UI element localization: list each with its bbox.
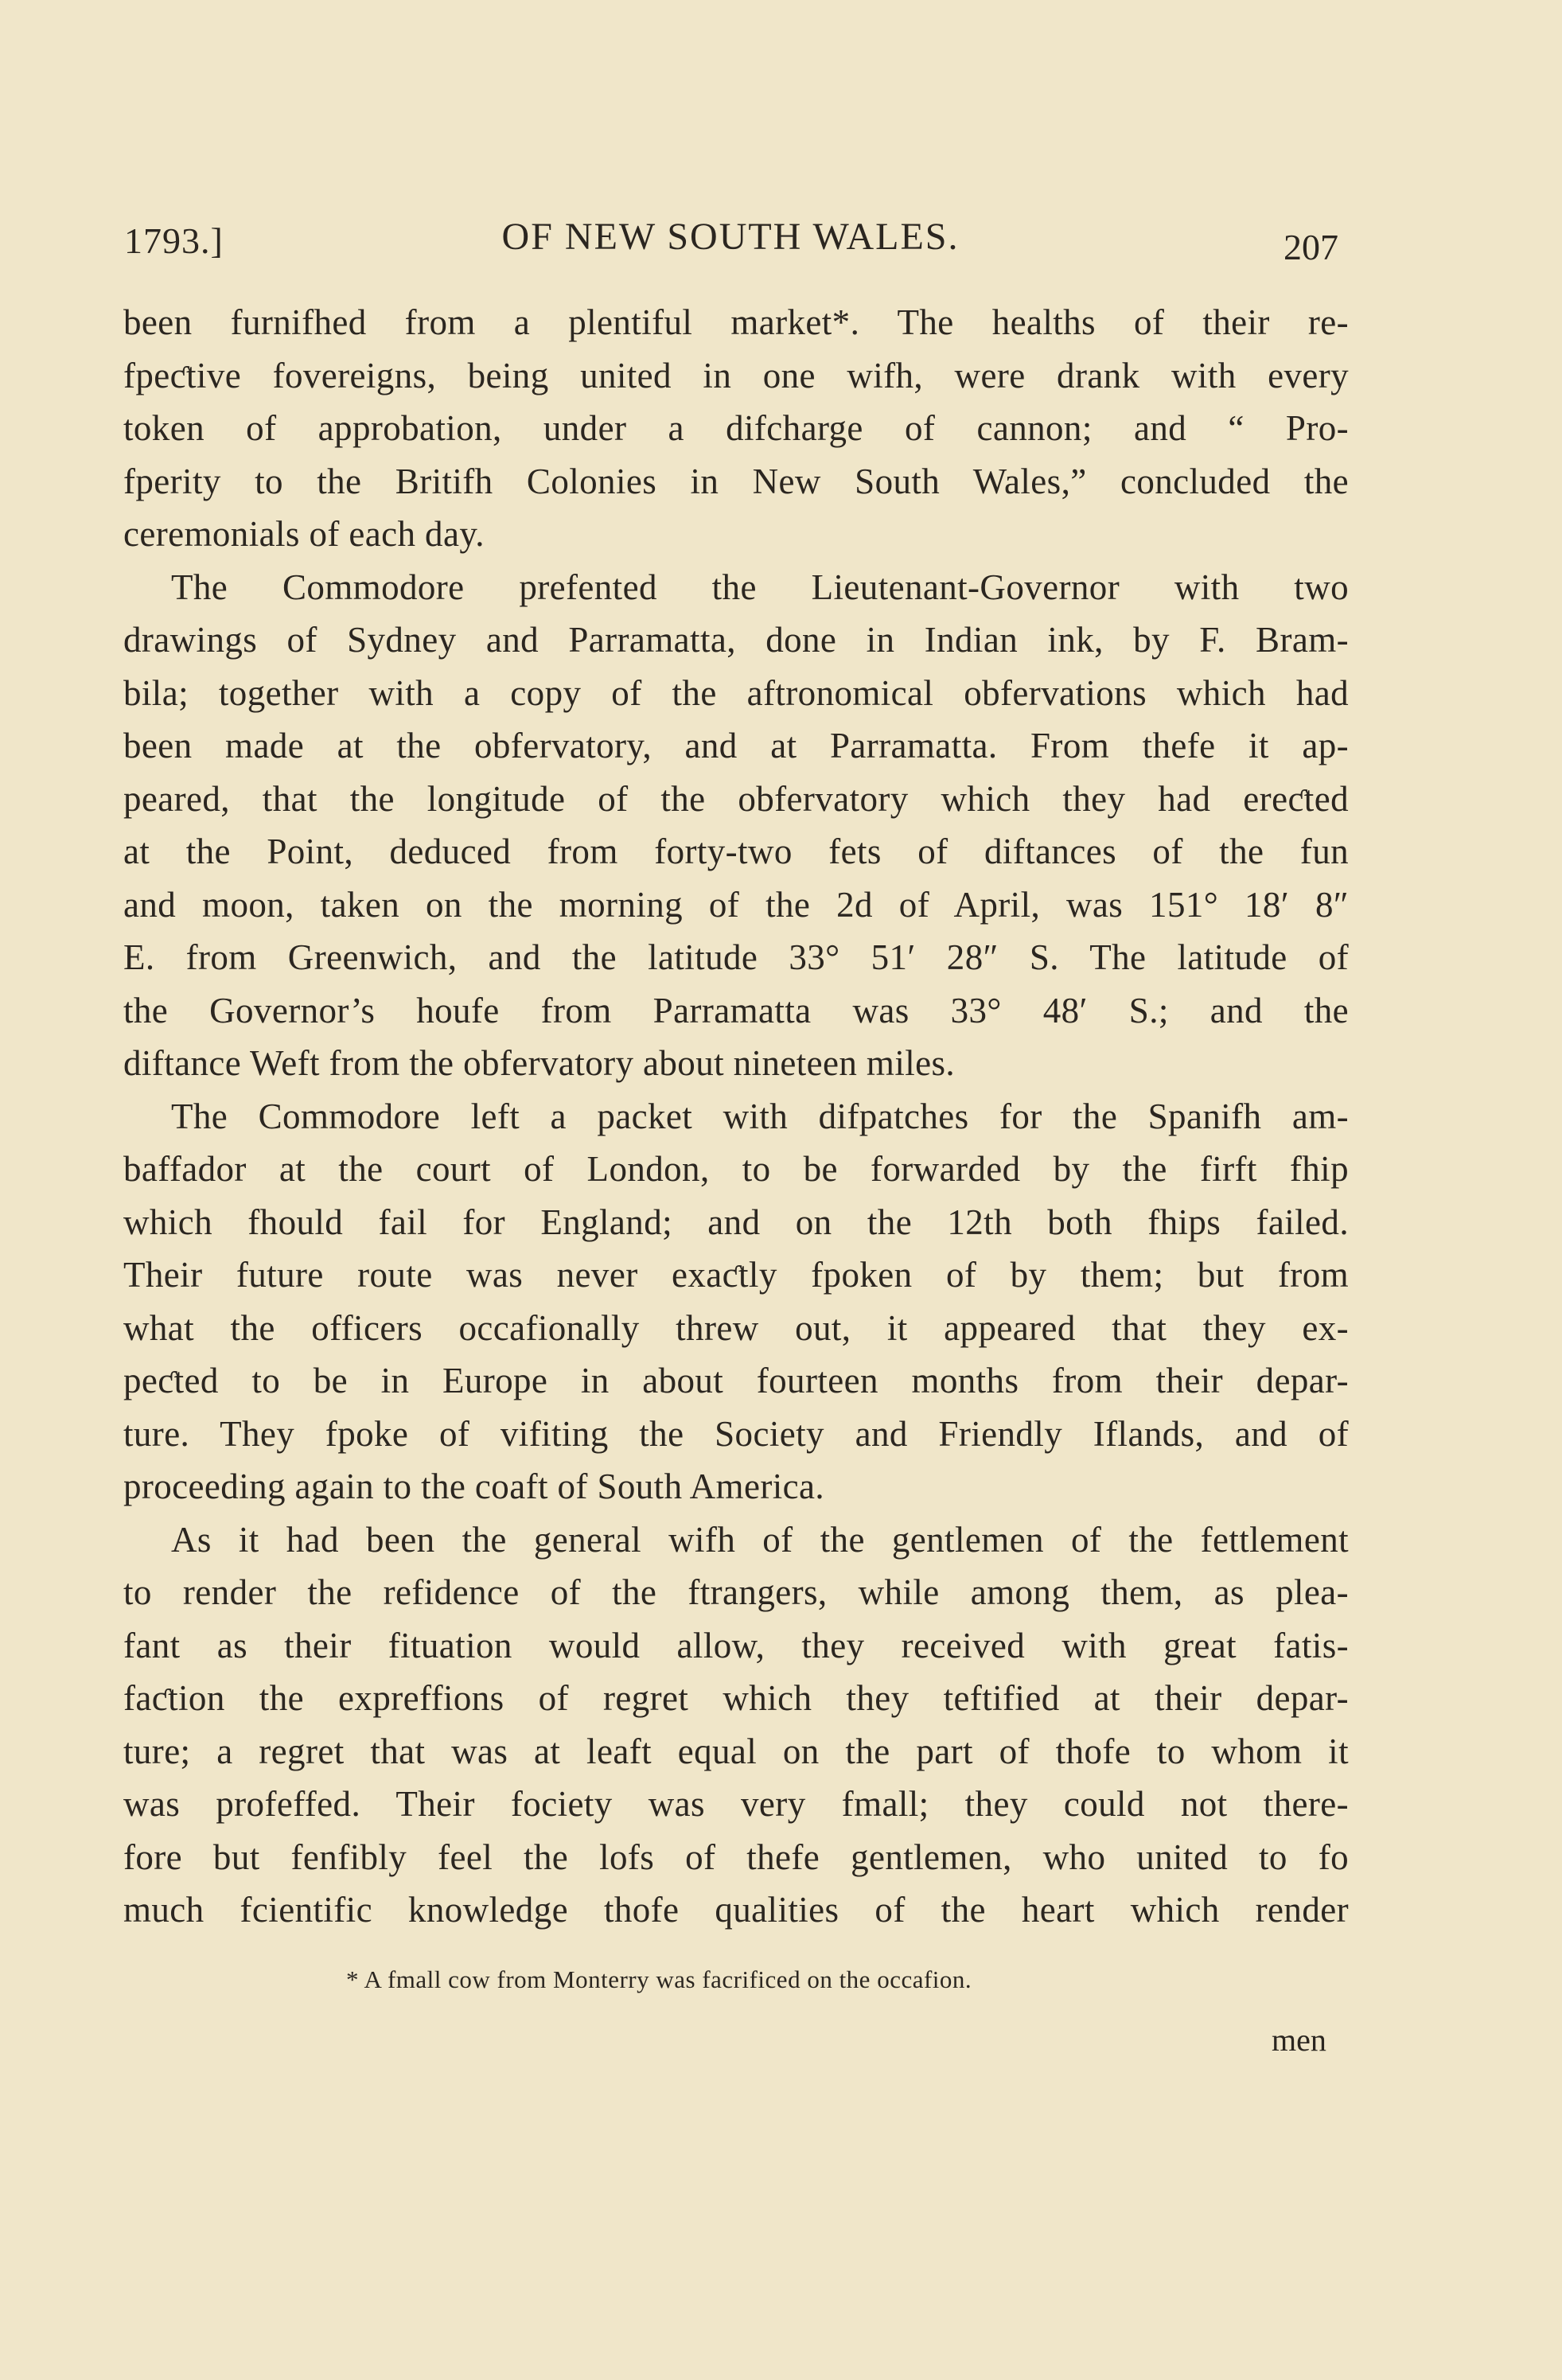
text-line: Their future route was never exaƈtly fpoken of by them; but from (123, 1255, 1349, 1295)
text-line: much fcientific knowledge thofe qualities of the heart which render (123, 1890, 1349, 1930)
running-title: OF NEW SOUTH WALES. (501, 216, 960, 258)
text-line: and moon, taken on the morning of the 2d of April, was 151° 18′ 8″ (123, 884, 1349, 925)
text-line: fore but fenfibly feel the lofs of thefe gentlemen, who united to fo (123, 1837, 1349, 1877)
text-line: the Governor’s houfe from Parramatta was 33° 48′ S.; and the (123, 990, 1349, 1030)
text-line: bila; together with a copy of the aftronomical obfervations which had (123, 672, 1349, 713)
text-line: what the officers occafionally threw out, it appeared that they ex- (123, 1307, 1349, 1348)
text-line: peƈted to be in Europe in about fourteen months from their depar- (123, 1361, 1349, 1400)
text-line: been made at the obfervatory, and at Parramatta. From thefe it ap- (123, 726, 1349, 765)
text-line: ture. They fpoke of vifiting the Society and Friendly Iflands, and of (123, 1413, 1349, 1454)
text-line: which fhould fail for England; and on the 12th both fhips failed. (123, 1202, 1349, 1242)
page-header (118, 208, 1343, 272)
footnote: * A fmall cow from Monterry was facrificed on the occafion. (346, 1965, 972, 1993)
text-line: diftance Weft from the obfervatory about nineteen miles. (123, 1043, 956, 1083)
text-line: was profeffed. Their fociety was very fmall; they could not there- (123, 1784, 1349, 1824)
text-line: As it had been the general wifh of the gentlemen of the fettlement (171, 1519, 1349, 1560)
text-line: faƈtion the expreffions of regret which they teftified at their depar- (123, 1678, 1349, 1718)
text-line: fpeƈtive fovereigns, being united in one wifh, were drank with every (123, 355, 1349, 395)
text-line: to render the refidence of the ftrangers, while among them, as plea- (123, 1572, 1349, 1612)
text-line: E. from Greenwich, and the latitude 33° 51′ 28″ S. The latitude of (123, 937, 1349, 977)
text-line: fperity to the Britifh Colonies in New South Wales,” concluded the (123, 461, 1349, 501)
text-line: drawings of Sydney and Parramatta, done in Indian ink, by F. Bram- (123, 620, 1349, 660)
body-text (123, 296, 1349, 1937)
text-line: The Commodore prefented the Lieutenant-Governor with two (171, 567, 1349, 607)
text-line: The Commodore left a packet with difpatches for the Spanifh am- (171, 1096, 1349, 1136)
text-line: token of approbation, under a difcharge of cannon; and “ Pro- (123, 408, 1349, 448)
catchword: men (1272, 2022, 1326, 2058)
page-number: 207 (1283, 227, 1338, 267)
text-line: fant as their fituation would allow, they received with great fatis- (123, 1625, 1349, 1665)
text-line: ture; a regret that was at leaft equal on the part of thofe to whom it (123, 1731, 1349, 1771)
header-year: 1793.] (124, 220, 224, 261)
text-line: at the Point, deduced from forty-two fets of diftances of the fun (123, 832, 1349, 871)
text-line: ceremonials of each day. (123, 514, 485, 554)
text-line: baffador at the court of London, to be forwarded by the firft fhip (123, 1149, 1349, 1189)
text-line: been furnifhed from a plentiful market*. The healths of their re- (123, 302, 1349, 342)
text-line: proceeding again to the coaft of South America. (123, 1467, 825, 1506)
text-line: peared, that the longitude of the obfervatory which they had ereƈted (123, 778, 1349, 819)
